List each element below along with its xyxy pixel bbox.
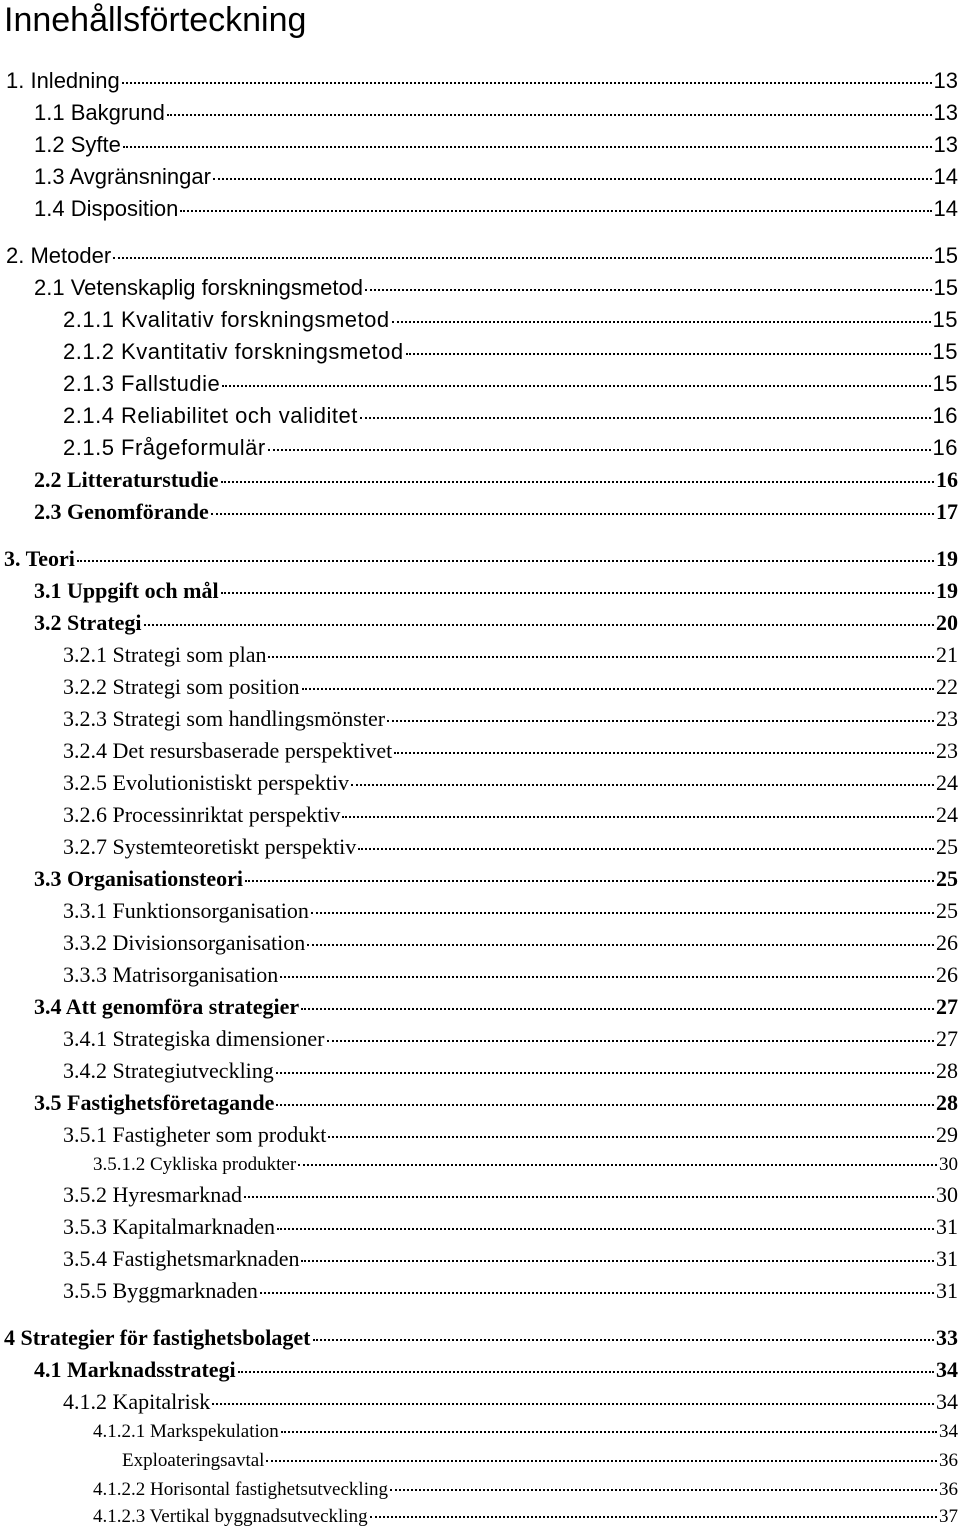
toc-entry-label: 3.3 Organisationsteori: [34, 866, 243, 891]
dot-leader: [298, 1164, 937, 1166]
toc-entry-label: 3.5.4 Fastighetsmarknaden: [63, 1246, 300, 1271]
toc-entry-page-number: 22: [936, 674, 958, 699]
toc-entry-page-number: 31: [936, 1246, 958, 1271]
dot-leader: [301, 1008, 934, 1010]
toc-entry[interactable]: [0, 1122, 960, 1148]
dot-leader: [302, 688, 935, 690]
toc-entry-page-number: 15: [933, 275, 958, 300]
toc-entry-label: 3.3.3 Matrisorganisation: [63, 962, 279, 987]
toc-entry-label: 3.5.5 Byggmarknaden: [63, 1278, 258, 1303]
toc-entry-label: 3.4 Att genomföra strategier: [34, 994, 300, 1019]
toc-entry[interactable]: [0, 1246, 960, 1272]
toc-entry-label: 4.1.2 Kapitalrisk: [63, 1389, 211, 1414]
toc-entry-label: 2.1 Vetenskaplig forskningsmetod: [34, 275, 363, 300]
toc-entry-page-number: 19: [936, 546, 958, 571]
toc-entry-page-number: 31: [936, 1278, 958, 1303]
toc-entry[interactable]: [0, 100, 960, 126]
toc-entry-page-number: 33: [936, 1325, 958, 1350]
toc-entry-page-number: 21: [936, 642, 958, 667]
toc-entry-page-number: 14: [933, 164, 958, 189]
toc-entry-page-number: 23: [936, 738, 958, 763]
dot-leader: [313, 1339, 934, 1341]
dot-leader: [280, 976, 934, 978]
toc-entry-label: 3.2.6 Processinriktat perspektiv: [63, 802, 341, 827]
dot-leader: [360, 417, 931, 419]
toc-entry-label: 2.1.1 Kvalitativ forskningsmetod: [63, 307, 390, 332]
dot-leader: [406, 353, 931, 355]
toc-entry-label: 2.1.4 Reliabilitet och validitet: [63, 403, 358, 428]
dot-leader: [211, 513, 934, 515]
toc-entry[interactable]: [0, 467, 960, 493]
dot-leader: [144, 624, 934, 626]
page-title: Innehållsförteckning: [4, 1, 307, 39]
dot-leader: [268, 656, 934, 658]
dot-leader: [307, 944, 934, 946]
toc-entry-page-number: 13: [933, 132, 958, 157]
toc-entry-page-number: 31: [936, 1214, 958, 1239]
toc-entry-label: 4.1.2.3 Vertikal byggnadsutveckling: [93, 1506, 368, 1527]
toc-entry-label: 3.3.2 Divisionsorganisation: [63, 930, 306, 955]
dot-leader: [392, 321, 931, 323]
toc-entry-page-number: 27: [936, 994, 958, 1019]
toc-entry[interactable]: [0, 1214, 960, 1240]
toc-entry[interactable]: [0, 1450, 960, 1472]
toc-entry-page-number: 26: [936, 962, 958, 987]
toc-entry-label: 3.1 Uppgift och mål: [34, 578, 219, 603]
toc-entry[interactable]: [0, 1182, 960, 1208]
toc-entry-label: 2. Metoder: [6, 243, 112, 268]
toc-entry-label: 3.5.3 Kapitalmarknaden: [63, 1214, 275, 1239]
dot-leader: [277, 1228, 934, 1230]
dot-leader: [260, 1292, 934, 1294]
dot-leader: [268, 449, 931, 451]
dot-leader: [122, 82, 932, 84]
toc-entry[interactable]: [0, 1421, 960, 1443]
toc-entry-label: 1.2 Syfte: [34, 132, 121, 157]
toc-entry-page-number: 15: [932, 307, 958, 332]
toc-entry[interactable]: [0, 866, 960, 892]
toc-entry-label: 4.1 Marknadsstrategi: [34, 1357, 236, 1382]
dot-leader: [244, 1196, 934, 1198]
dot-leader: [123, 146, 932, 148]
dot-leader: [266, 1460, 937, 1462]
toc-entry-label: 3.4.2 Strategiutveckling: [63, 1058, 274, 1083]
toc-entry[interactable]: [0, 578, 960, 604]
toc-entry-label: 2.1.2 Kvantitativ forskningsmetod: [63, 339, 404, 364]
dot-leader: [342, 816, 934, 818]
toc-entry[interactable]: [0, 68, 960, 94]
toc-entry-page-number: 34: [936, 1357, 958, 1382]
toc-entry-label: 3.3.1 Funktionsorganisation: [63, 898, 309, 923]
dot-leader: [167, 114, 932, 116]
toc-entry-page-number: 15: [932, 371, 958, 396]
toc-entry[interactable]: [0, 642, 960, 668]
toc-entry-label: 2.2 Litteraturstudie: [34, 467, 219, 492]
toc-entry[interactable]: [0, 132, 960, 158]
toc-entry-page-number: 36: [939, 1479, 958, 1500]
toc-entry-page-number: 28: [936, 1058, 958, 1083]
toc-entry-label: 3.2.3 Strategi som handlingsmönster: [63, 706, 386, 731]
dot-leader: [301, 1260, 934, 1262]
toc-entry[interactable]: [0, 1278, 960, 1304]
toc-entry-page-number: 37: [939, 1506, 958, 1527]
toc-entry-page-number: 26: [936, 930, 958, 955]
toc-entry-label: 3.2.7 Systemteoretiskt perspektiv: [63, 834, 357, 859]
toc-entry[interactable]: [0, 994, 960, 1020]
toc-entry-page-number: 25: [936, 834, 958, 859]
dot-leader: [328, 1136, 934, 1138]
toc-entry[interactable]: [0, 1357, 960, 1383]
toc-entry-page-number: 15: [932, 339, 958, 364]
dot-leader: [387, 720, 934, 722]
toc-entry[interactable]: [0, 1389, 960, 1415]
toc-entry[interactable]: [0, 834, 960, 860]
toc-entry-page-number: 13: [933, 100, 958, 125]
dot-leader: [180, 210, 931, 212]
dot-leader: [394, 752, 934, 754]
toc-entry-page-number: 14: [933, 196, 958, 221]
toc-entry[interactable]: [0, 339, 960, 365]
dot-leader: [281, 1431, 937, 1433]
toc-entry[interactable]: [0, 307, 960, 333]
toc-entry[interactable]: [0, 898, 960, 924]
toc-entry-page-number: 34: [936, 1389, 958, 1414]
toc-entry-page-number: 30: [936, 1182, 958, 1207]
dot-leader: [358, 848, 934, 850]
toc-entry[interactable]: [0, 1058, 960, 1084]
toc-entry-page-number: 29: [936, 1122, 958, 1147]
toc-entry-label: 3.5.1.2 Cykliska produkter: [93, 1154, 297, 1175]
toc-entry[interactable]: [0, 164, 960, 190]
toc-entry[interactable]: [0, 371, 960, 397]
toc-entry[interactable]: [0, 1026, 960, 1052]
toc-entry[interactable]: [0, 499, 960, 525]
toc-entry-page-number: 16: [936, 467, 958, 492]
dot-leader: [390, 1489, 937, 1491]
toc-entry-label: 3.2 Strategi: [34, 610, 142, 635]
dot-leader: [113, 257, 931, 259]
dot-leader: [245, 880, 934, 882]
toc-entry-label: 4.1.2.2 Horisontal fastighetsutveckling: [93, 1479, 388, 1500]
toc-entry[interactable]: [0, 770, 960, 796]
dot-leader: [222, 385, 930, 387]
toc-entry-page-number: 20: [936, 610, 958, 635]
toc-entry-page-number: 36: [939, 1450, 958, 1471]
toc-entry-page-number: 16: [932, 403, 958, 428]
toc-entry-page-number: 30: [939, 1154, 958, 1175]
toc-entry-label: 2.1.3 Fallstudie: [63, 371, 221, 396]
dot-leader: [238, 1371, 934, 1373]
toc-entry-label: 3.2.5 Evolutionistiskt perspektiv: [63, 770, 349, 795]
dot-leader: [351, 784, 934, 786]
toc-entry[interactable]: [0, 1325, 960, 1351]
toc-entry-label: 2.1.5 Frågeformulär: [63, 435, 266, 460]
dot-leader: [213, 178, 932, 180]
dot-leader: [212, 1403, 934, 1405]
toc-entry[interactable]: [0, 674, 960, 700]
toc-entry[interactable]: [0, 1506, 960, 1528]
dot-leader: [221, 481, 934, 483]
toc-entry-page-number: 24: [936, 802, 958, 827]
toc-entry-label: 1.1 Bakgrund: [34, 100, 165, 125]
toc-entry[interactable]: [0, 243, 960, 269]
toc-entry-label: 3.5.1 Fastigheter som produkt: [63, 1122, 327, 1147]
toc-entry[interactable]: [0, 1090, 960, 1116]
toc-entry-label: 1.3 Avgränsningar: [34, 164, 211, 189]
toc-entry-label: Exploateringsavtal: [122, 1450, 265, 1471]
dot-leader: [311, 912, 934, 914]
toc-entry-page-number: 28: [936, 1090, 958, 1115]
toc-entry-label: 4.1.2.1 Markspekulation: [93, 1421, 279, 1442]
toc-entry-label: 3. Teori: [4, 546, 75, 571]
dot-leader: [77, 560, 934, 562]
toc-entry[interactable]: [0, 610, 960, 636]
dot-leader: [221, 592, 934, 594]
toc-entry-label: 3.5.2 Hyresmarknad: [63, 1182, 243, 1207]
toc-entry-label: 1. Inledning: [6, 68, 120, 93]
toc-entry-label: 3.5 Fastighetsföretagande: [34, 1090, 275, 1115]
toc-entry-page-number: 23: [936, 706, 958, 731]
toc-entry[interactable]: [0, 738, 960, 764]
dot-leader: [365, 289, 932, 291]
toc-entry-page-number: 17: [936, 499, 958, 524]
toc-entry-page-number: 25: [936, 866, 958, 891]
toc-entry[interactable]: [0, 403, 960, 429]
toc-entry-page-number: 13: [933, 68, 958, 93]
toc-entry-page-number: 25: [936, 898, 958, 923]
toc-entry-label: 2.3 Genomförande: [34, 499, 209, 524]
toc-entry[interactable]: [0, 275, 960, 301]
toc-entry-page-number: 24: [936, 770, 958, 795]
toc-entry-label: 3.2.4 Det resursbaserade perspektivet: [63, 738, 393, 763]
dot-leader: [327, 1040, 934, 1042]
toc-entry-label: 3.2.2 Strategi som position: [63, 674, 300, 699]
toc-entry-label: 3.2.1 Strategi som plan: [63, 642, 267, 667]
toc-entry[interactable]: [0, 930, 960, 956]
toc-entry[interactable]: [0, 962, 960, 988]
toc-entry[interactable]: [0, 435, 960, 461]
dot-leader: [370, 1516, 937, 1518]
dot-leader: [276, 1104, 934, 1106]
toc-entry-label: 4 Strategier för fastighetsbolaget: [4, 1325, 311, 1350]
toc-entry[interactable]: [0, 546, 960, 572]
dot-leader: [276, 1072, 934, 1074]
toc-entry-page-number: 27: [936, 1026, 958, 1051]
toc-entry[interactable]: [0, 706, 960, 732]
toc-entry-page-number: 34: [939, 1421, 958, 1442]
toc-entry-label: 1.4 Disposition: [34, 196, 179, 221]
toc-entry-page-number: 16: [932, 435, 958, 460]
toc-entry[interactable]: [0, 802, 960, 828]
toc-entry-page-number: 15: [933, 243, 958, 268]
toc-entry-label: 3.4.1 Strategiska dimensioner: [63, 1026, 325, 1051]
toc-entry-page-number: 19: [936, 578, 958, 603]
toc-entry[interactable]: [0, 1154, 960, 1176]
toc-entry[interactable]: [0, 1479, 960, 1501]
toc-entry[interactable]: [0, 196, 960, 222]
